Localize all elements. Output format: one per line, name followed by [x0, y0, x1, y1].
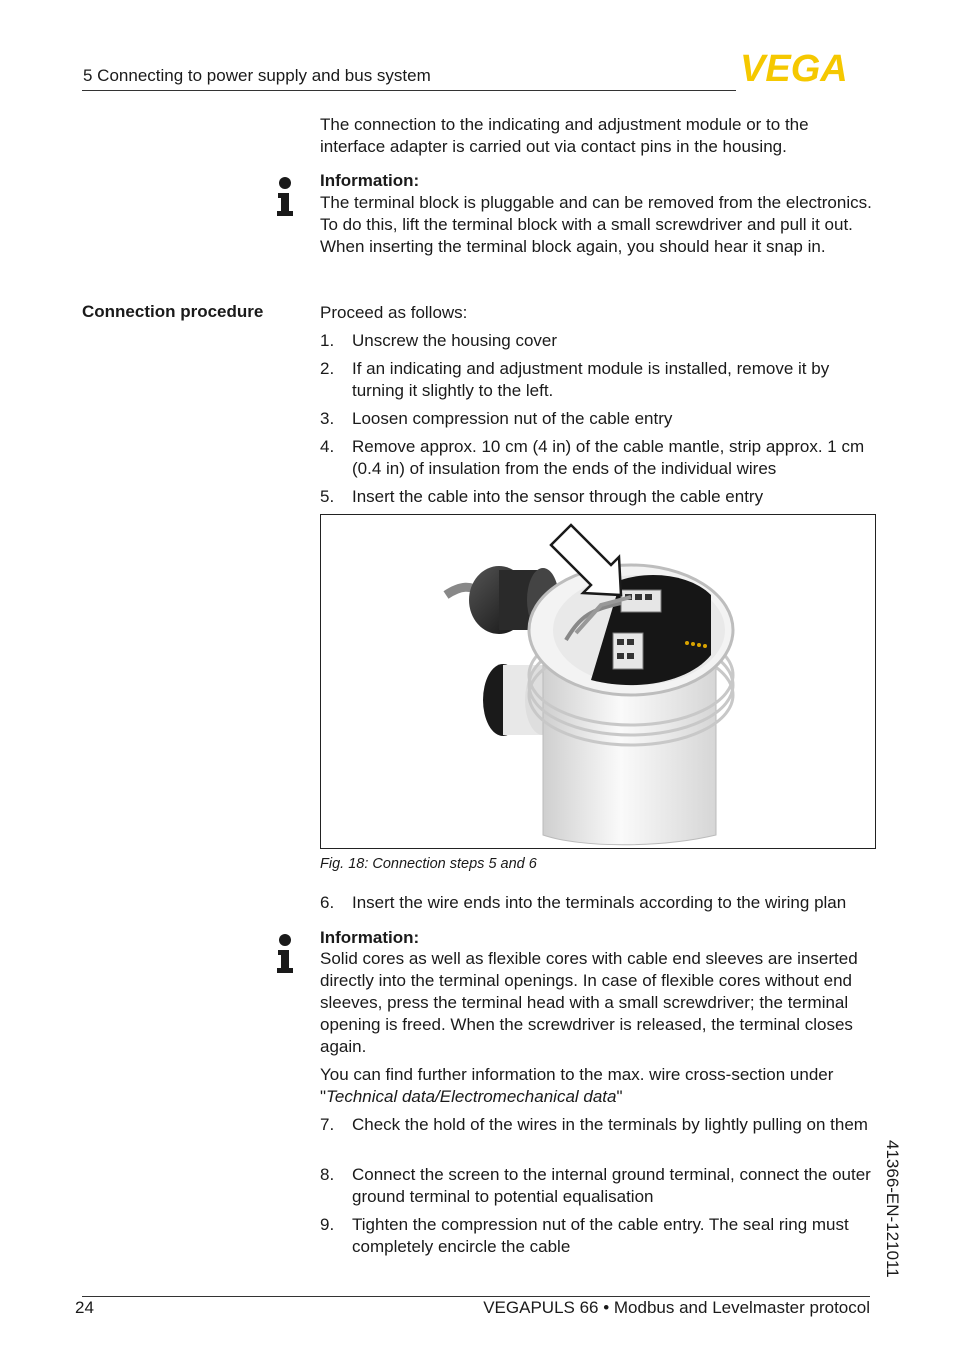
info2-text: Solid cores as well as flexible cores with cable end sleeves are inserted directly into the terminal openings. In case of flexible cores without end sleeves, press the terminal head with a small screwdriver; the terminal opening is freed. When the screwdriver is released, the terminal closes again. — [320, 949, 858, 1056]
list-item — [320, 1214, 876, 1258]
list-item — [320, 1114, 876, 1136]
step-number: 2. — [320, 359, 335, 378]
step-text: If an indicating and adjustment module is installed, remove it by turning it slightly to the left. — [352, 359, 830, 400]
intro-paragraph: The connection to the indicating and adjustment module or to the interface adapter is carried out via contact pins in the housing. — [320, 115, 809, 156]
figure-frame — [320, 514, 876, 849]
step-text: Unscrew the housing cover — [352, 331, 558, 350]
info1-title: Information: — [320, 171, 420, 190]
list-item — [320, 1164, 876, 1208]
list-item — [320, 892, 876, 914]
step-number: 8. — [320, 1165, 335, 1184]
step-text: Tighten the compression nut of the cable entry. The seal ring must completely encircle the cable — [352, 1215, 849, 1256]
further-info-prefix: You can find further information to the max. wire cross-section under " — [320, 1065, 834, 1106]
header-divider — [82, 90, 736, 91]
list-item — [320, 358, 876, 402]
further-info-paragraph — [320, 1064, 876, 1108]
step-number: 1. — [320, 331, 335, 350]
step-number: 5. — [320, 487, 335, 506]
information-icon — [276, 177, 296, 217]
vega-logo — [740, 50, 872, 84]
document-id — [870, 1140, 910, 1300]
step-number: 6. — [320, 893, 335, 912]
step-number: 3. — [320, 409, 335, 428]
step-text: Check the hold of the wires in the terminals by lightly pulling on them — [352, 1115, 868, 1134]
step-text: Insert the wire ends into the terminals according to the wiring plan — [352, 893, 847, 912]
step-number: 4. — [320, 437, 335, 456]
procedure-lead: Proceed as follows: — [320, 303, 468, 322]
step-text: Connect the screen to the internal ground terminal, connect the outer ground terminal to potential equalisation — [352, 1165, 871, 1206]
list-item — [320, 330, 876, 352]
step-number: 7. — [320, 1115, 335, 1134]
info2-title: Information: — [320, 928, 420, 947]
list-item — [320, 486, 876, 508]
list-item — [320, 436, 876, 480]
information-icon — [276, 934, 296, 974]
step-text: Remove approx. 10 cm (4 in) of the cable mantle, strip approx. 1 cm (0.4 in) of insulation from the ends of the individual wires — [352, 437, 865, 478]
step-text: Loosen compression nut of the cable entry — [352, 409, 673, 428]
footer-title: VEGAPULS 66 • Modbus and Levelmaster protocol — [483, 1298, 870, 1317]
info1-text: The terminal block is pluggable and can be removed from the electronics. To do this, lift the terminal block with a small screwdriver and pull it out. When inserting the terminal block again, you should hear it snap in. — [320, 193, 872, 256]
step-text: Insert the cable into the sensor through the cable entry — [352, 487, 764, 506]
logo-text: VEGA — [740, 50, 848, 84]
page-number: 24 — [75, 1298, 94, 1317]
list-item — [320, 408, 876, 430]
further-info-suffix: " — [616, 1087, 623, 1106]
sensor-housing-illustration — [321, 515, 875, 848]
section-header: 5 Connecting to power supply and bus system — [83, 66, 431, 85]
step-number: 9. — [320, 1215, 335, 1234]
footer-divider — [82, 1296, 870, 1297]
document-id-text: 41366-EN-121011 — [883, 1140, 902, 1278]
connection-procedure-label: Connection procedure — [82, 302, 264, 321]
technical-data-reference: Technical data/Electromechanical data — [326, 1087, 617, 1106]
figure-caption: Fig. 18: Connection steps 5 and 6 — [320, 856, 537, 872]
